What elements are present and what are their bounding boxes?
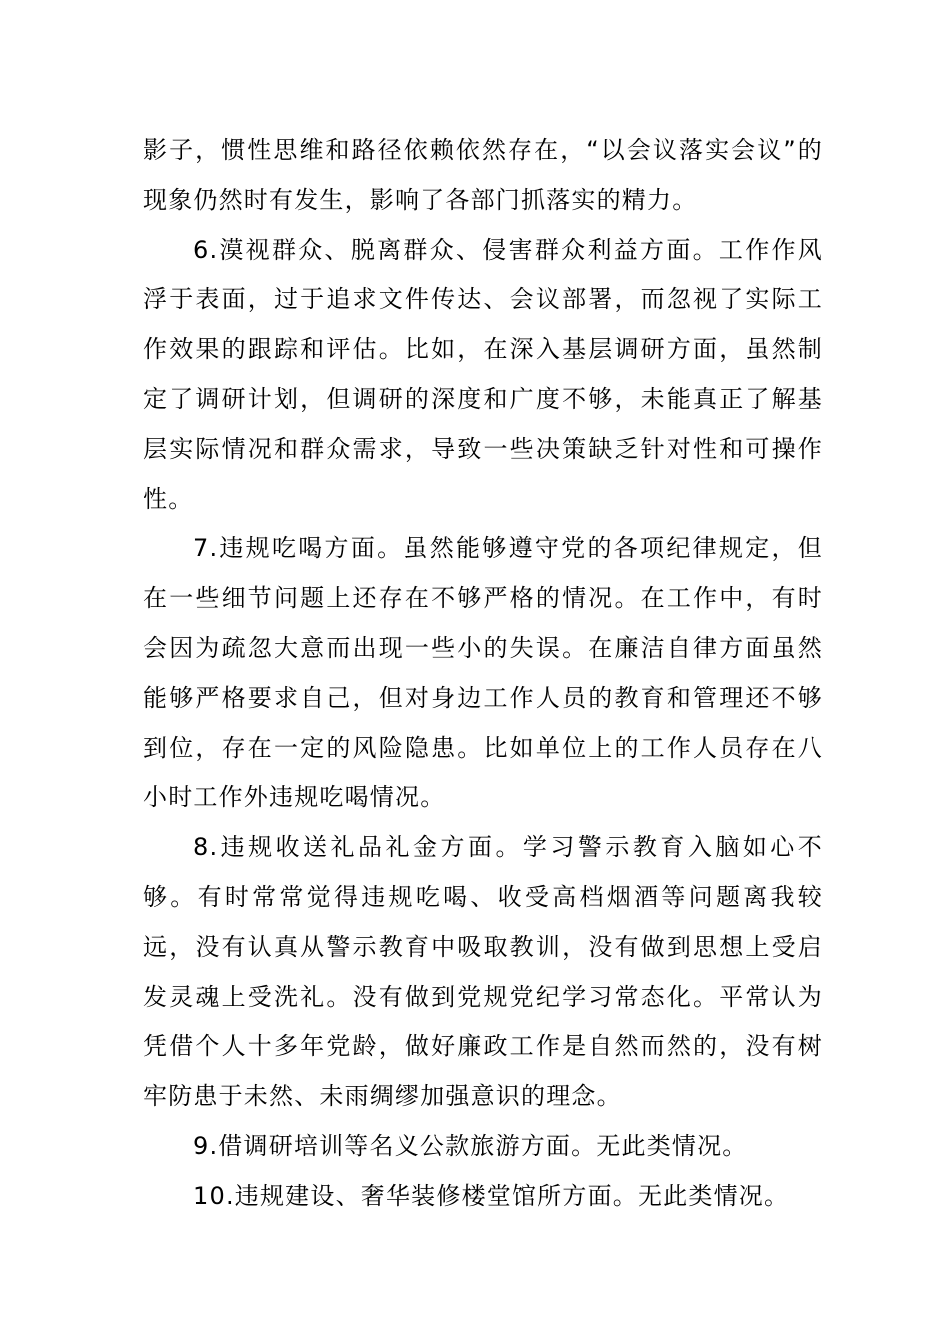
paragraph-item-7: 7.违规吃喝方面。虽然能够遵守党的各项纪律规定，但在一些细节问题上还存在不够严格的情况。在工作中，有时会因为疏忽大意而出现一些小的失误。在廉洁自律方面虽然能够严格要求自己，但对身边工作人员的教育和管理还不够到位，存在一定的风险隐患。比如单位上的工作人员存在八小时工作外违规吃喝情况。 [143, 534, 823, 812]
document-body [143, 126, 823, 1222]
paragraph-item-6: 6.漠视群众、脱离群众、侵害群众利益方面。工作作风浮于表面，过于追求文件传达、会议部署，而忽视了实际工作效果的跟踪和评估。比如，在深入基层调研方面，虽然制定了调研计划，但调研的深度和广度不够，未能真正了解基层实际情况和群众需求，导致一些决策缺乏针对性和可操作性。 [143, 235, 823, 513]
paragraph-item-9: 9.借调研培训等名义公款旅游方面。无此类情况。 [193, 1131, 748, 1160]
paragraph-continuation: 影子，惯性思维和路径依赖依然存在，“以会议落实会议”的现象仍然时有发生，影响了各部门抓落实的精力。 [143, 136, 823, 214]
paragraph-item-10: 10.违规建设、奢华装修楼堂馆所方面。无此类情况。 [193, 1181, 790, 1210]
paragraph-item-8: 8.违规收送礼品礼金方面。学习警示教育入脑如心不够。有时常常觉得违规吃喝、收受高档烟酒等问题离我较远，没有认真从警示教育中吸取教训，没有做到思想上受启发灵魂上受洗礼。没有做到党规党纪学习常态化。平常认为凭借个人十多年党龄，做好廉政工作是自然而然的，没有树牢防患于未然、未雨绸缪加强意识的理念。 [143, 833, 823, 1111]
